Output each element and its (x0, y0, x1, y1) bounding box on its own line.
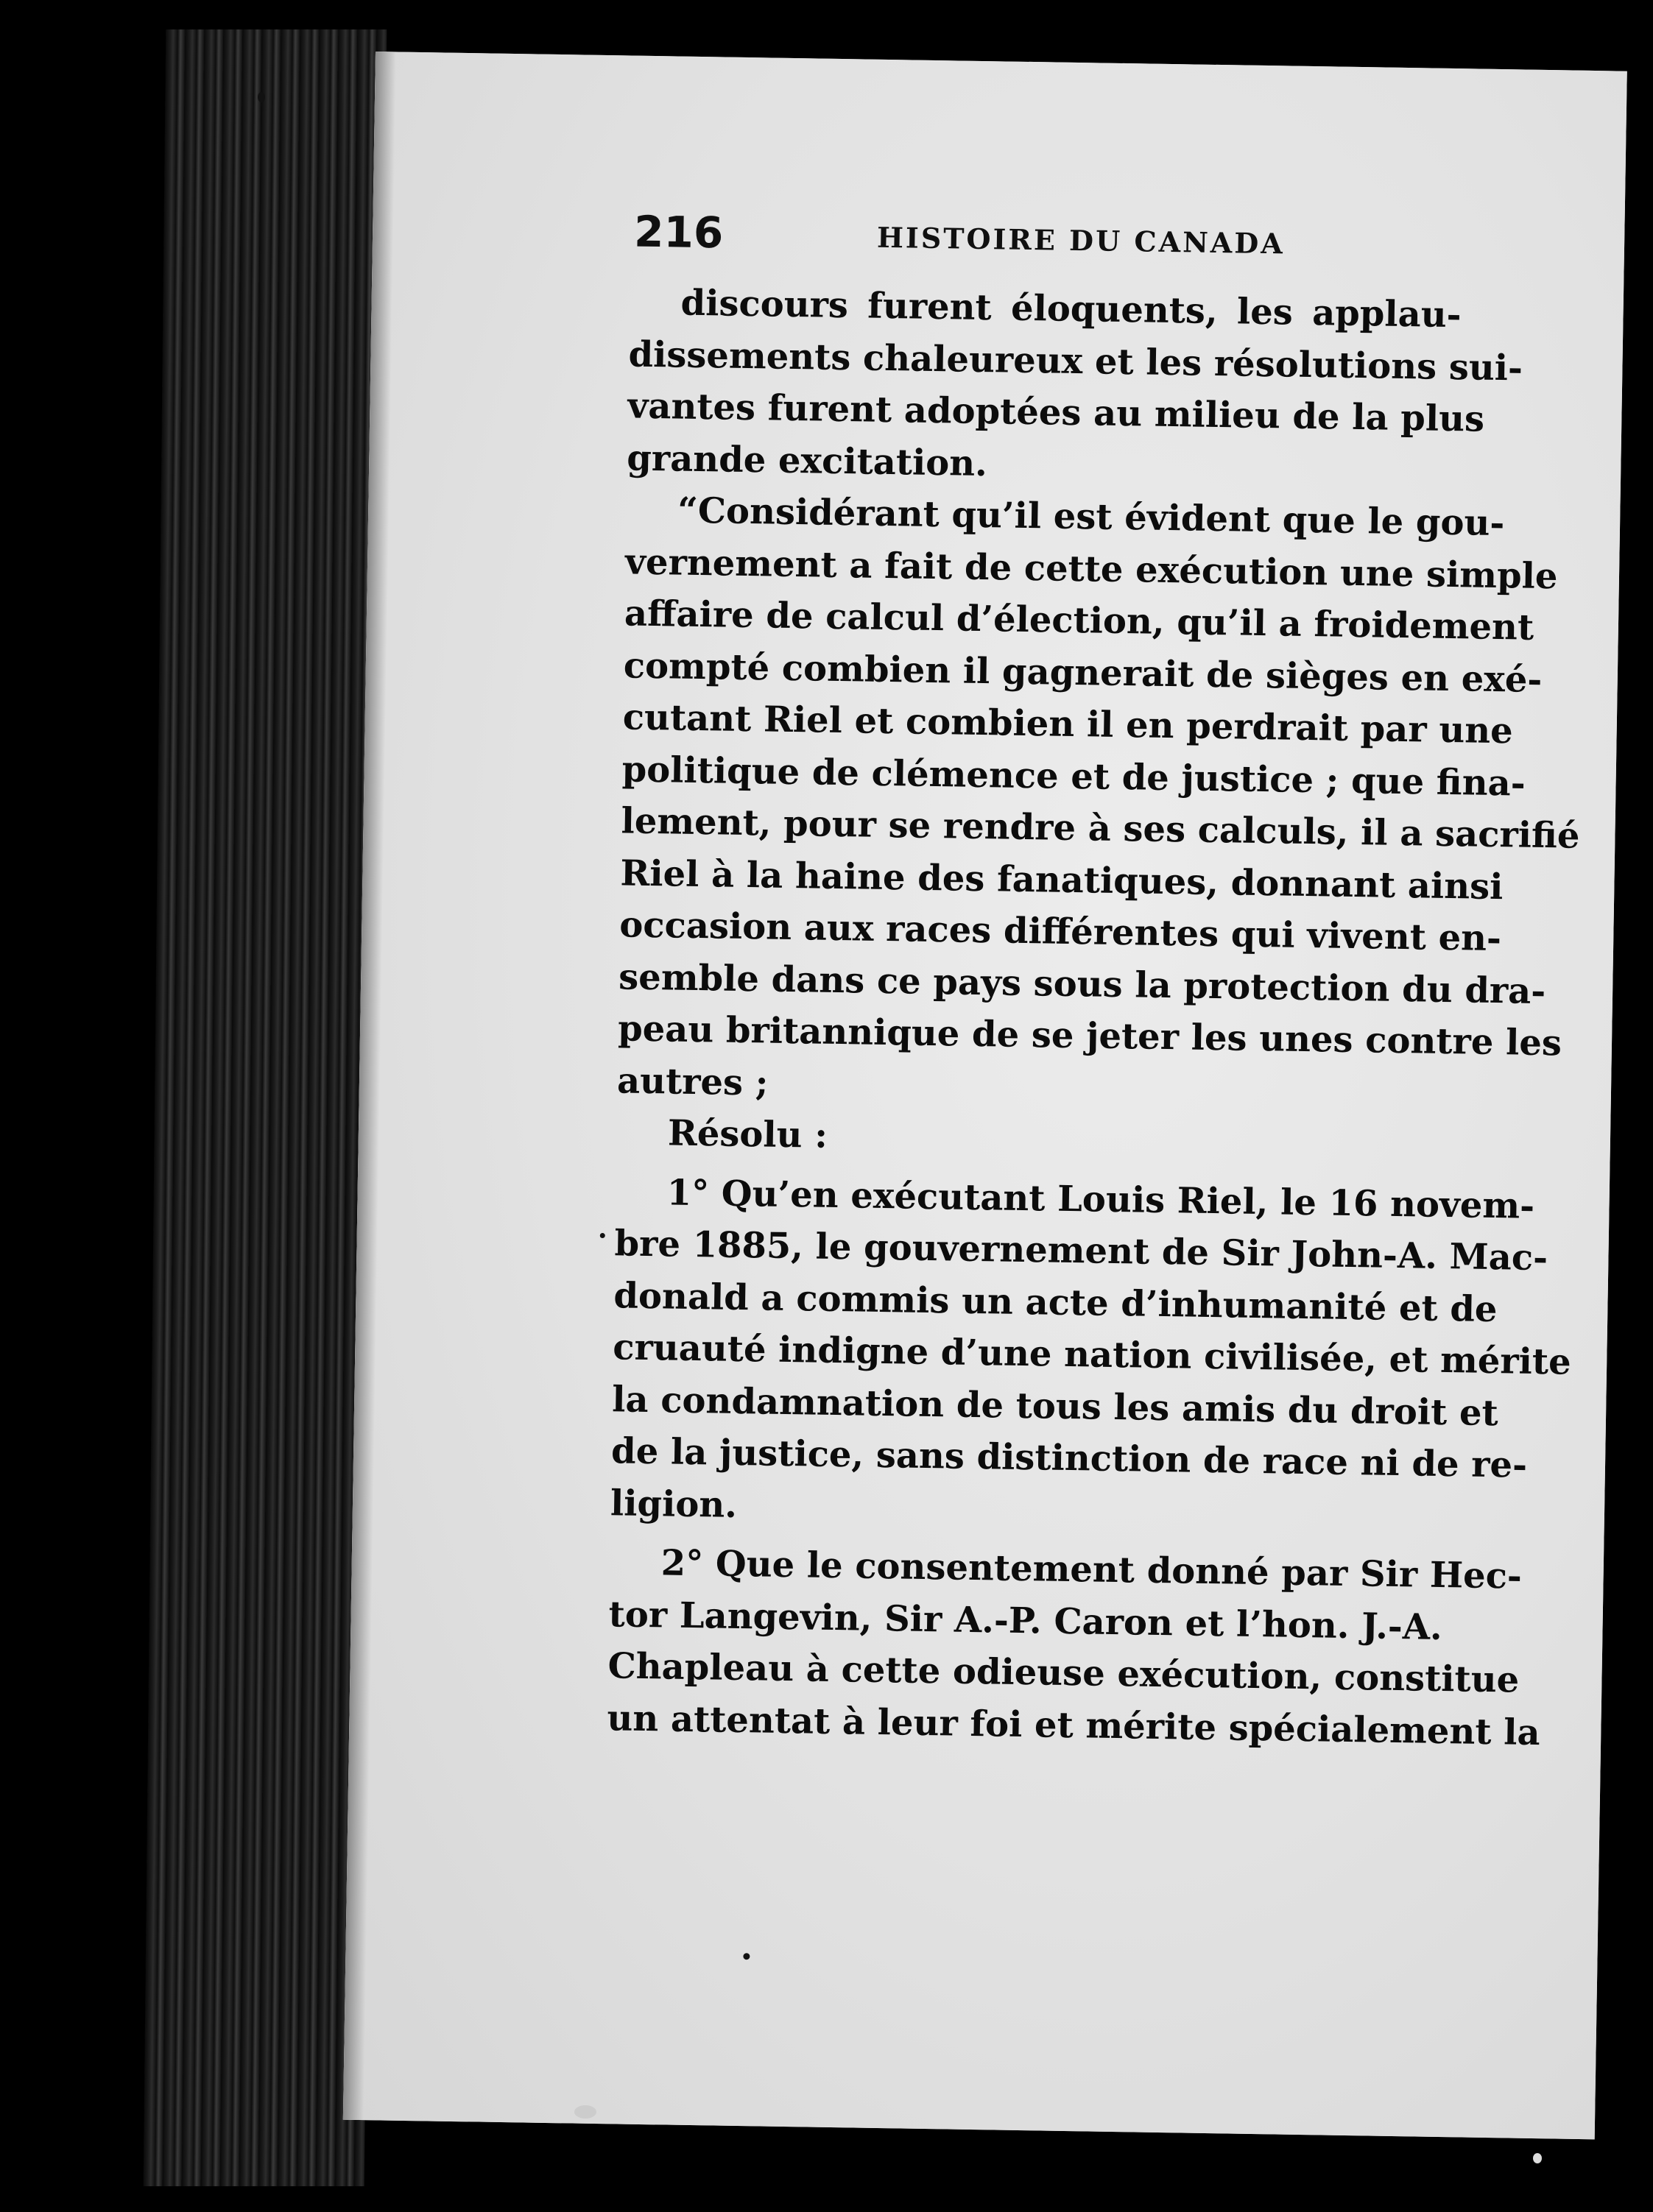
text-line: semble dans ce pays sous la protection du dra- (618, 955, 1546, 1012)
text-line: vernement a fait de cette exécution une simple (624, 540, 1558, 597)
text-line: donald a commis un acte d’inhumanité et de (613, 1274, 1498, 1330)
text-line: dissements chaleureux et les résolutions sui- (628, 333, 1523, 389)
text-line: un attentat à leur foi et mérite spécialement la (607, 1697, 1541, 1753)
text-line: vantes furent adoptées au milieu de la plus (627, 385, 1485, 440)
dust-speck (743, 1953, 750, 1960)
text-line: bre 1885, le gouvernement de Sir John-A. Mac- (614, 1223, 1548, 1279)
dust-speck (574, 2105, 596, 2119)
running-title: HISTOIRE DU CANADA (876, 220, 1286, 261)
text-line: affaire de calcul d’élection, qu’il a froidement (624, 593, 1534, 649)
text-line: Chapleau à cette odieuse exécution, constitue (607, 1645, 1520, 1701)
text-line: peau britannique de se jeter les unes contre les (617, 1008, 1562, 1064)
text-line: Résolu : (667, 1112, 828, 1156)
text-line: occasion aux races différentes qui vivent en- (618, 904, 1502, 960)
text-line: 1° Qu’en exécutant Louis Riel, le 16 novem- (666, 1171, 1535, 1227)
page-number: 216 (633, 206, 724, 258)
text-line: cutant Riel et combien il en perdrait par une (622, 696, 1514, 752)
body-text (607, 276, 1580, 1757)
text-line: grande excitation. (626, 437, 988, 484)
text-line: discours furent éloquents, les applau- (680, 282, 1462, 336)
text-line: cruauté indigne d’une nation civilisée, et mérite (612, 1326, 1572, 1383)
text-line: 2° Que le consentement donné par Sir Hec- (660, 1542, 1523, 1597)
dust-speck (600, 1233, 605, 1238)
text-line: ligion. (610, 1482, 738, 1526)
text-line: la condamnation de tous les amis du droit et (611, 1378, 1499, 1434)
text-line: politique de clémence et de justice ; que fina- (621, 748, 1526, 805)
text-line: “Considérant qu’il est évident que le gou- (677, 490, 1505, 545)
dust-speck (258, 92, 265, 102)
running-head (633, 207, 1470, 286)
dust-speck (1533, 2153, 1542, 2163)
text-line: Riel à la haine des fanatiques, donnant ainsi (620, 852, 1504, 908)
page-sheet (343, 52, 1627, 2139)
text-line: tor Langevin, Sir A.-P. Caron et l’hon. J.-A. (608, 1593, 1443, 1648)
text-line: de la justice, sans distinction de race ni de re- (610, 1430, 1528, 1486)
text-line: compté combien il gagnerait de sièges en exé- (623, 644, 1543, 701)
text-line: autres ; (616, 1059, 769, 1104)
text-line: lement, pour se rendre à ses calculs, il a sacrifié (621, 800, 1580, 857)
